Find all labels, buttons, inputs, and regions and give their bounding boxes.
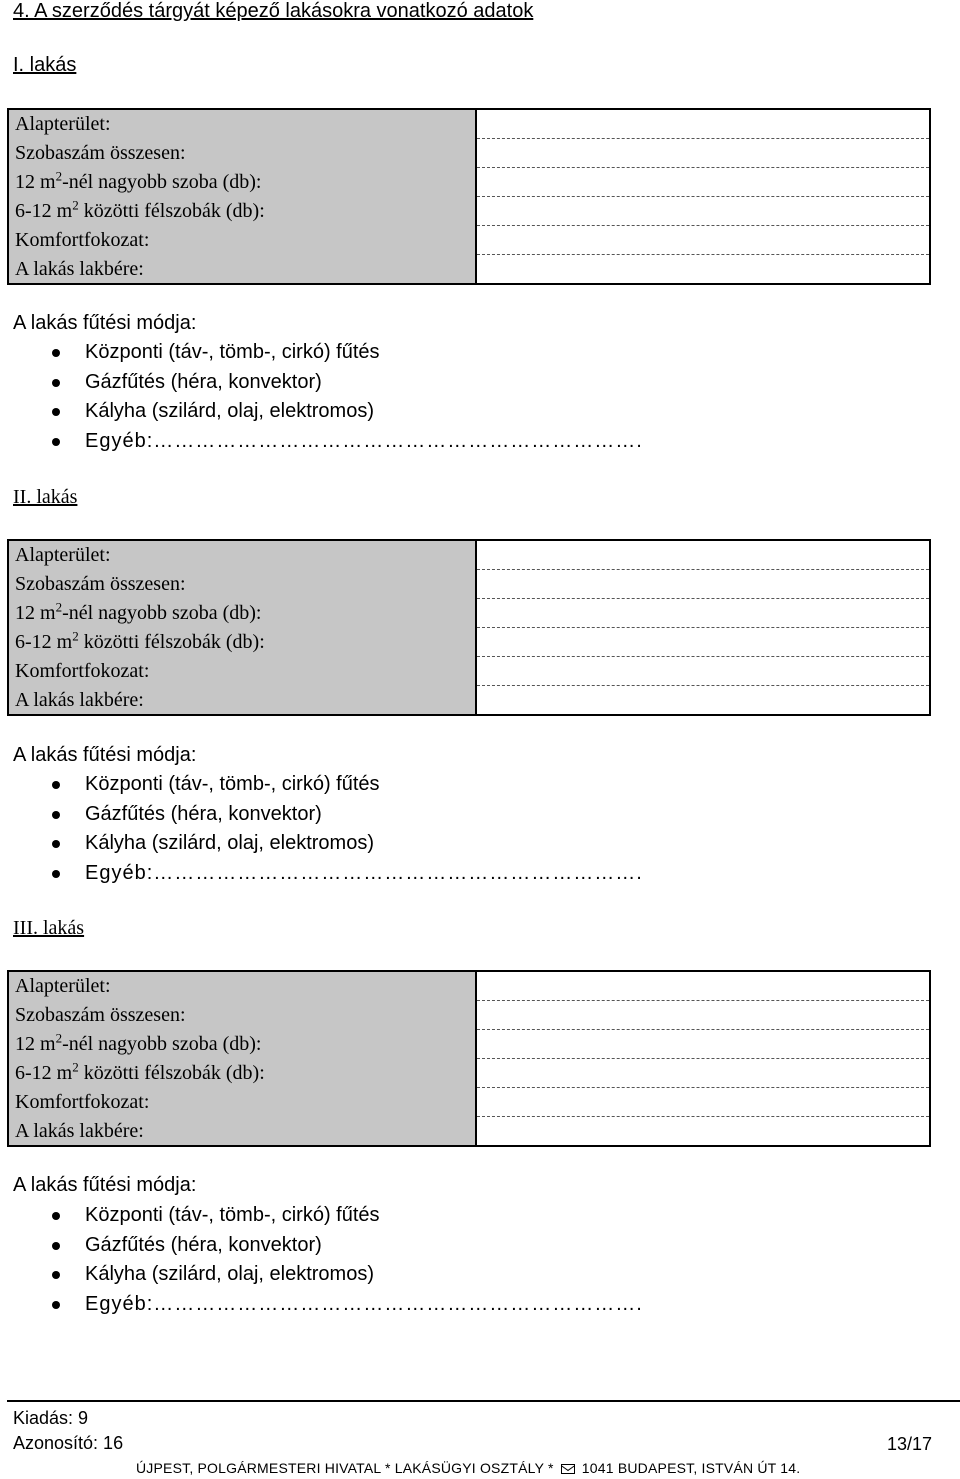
heating-title: A lakás fűtési módja:: [13, 1174, 197, 1196]
rooms-over-12-field[interactable]: [476, 1030, 930, 1059]
heating-options-list: [0, 770, 643, 888]
heating-option-stove[interactable]: Kályha (szilárd, olaj, elektromos): [0, 1260, 643, 1290]
apartment-3-form: [7, 970, 931, 1147]
rent-field[interactable]: [476, 686, 930, 716]
comfort-label: Komfortfokozat:: [8, 657, 476, 686]
heating-title: A lakás fűtési módja:: [13, 744, 197, 766]
area-label: Alapterület:: [8, 971, 476, 1001]
area-label: Alapterület:: [8, 109, 476, 139]
bullet-icon: [52, 408, 60, 416]
bullet-icon: [52, 1271, 60, 1279]
bullet-icon: [52, 1301, 60, 1309]
rent-label: A lakás lakbére:: [8, 255, 476, 285]
rooms-total-label: Szobaszám összesen:: [8, 570, 476, 599]
area-field[interactable]: [476, 971, 930, 1001]
rooms-over-12-label: 12 $m^2$-nél nagyobb szoba (db):: [8, 168, 476, 197]
heating-options-list: [0, 338, 643, 456]
heating-option-central[interactable]: Központi (táv-, tömb-, cirkó) fűtés: [0, 338, 643, 368]
address-office: ÚJPEST, POLGÁRMESTERI HIVATAL * LAKÁSÜGYI OSZTÁLY *: [136, 1460, 554, 1476]
bullet-icon: [52, 1212, 60, 1220]
apartment-1-form: [7, 108, 931, 285]
bullet-icon: [52, 870, 60, 878]
heating-option-central[interactable]: Központi (táv-, tömb-, cirkó) fűtés: [0, 1201, 643, 1231]
rent-field[interactable]: [476, 1117, 930, 1147]
rooms-over-12-field[interactable]: [476, 168, 930, 197]
heating-option-stove[interactable]: Kályha (szilárd, olaj, elektromos): [0, 397, 643, 427]
footer-identifier: Azonosító: 16: [13, 1433, 124, 1453]
apartment-3-title: III. lakás: [13, 917, 85, 939]
rooms-total-label: Szobaszám összesen:: [8, 1001, 476, 1030]
heating-option-other[interactable]: Egyéb:…………………………………………………………….: [0, 1290, 643, 1320]
half-rooms-field[interactable]: [476, 197, 930, 226]
half-rooms-label: 6-12 $m^2$ közötti félszobák (db):: [8, 628, 476, 657]
half-rooms-label: 6-12 $m^2$ közötti félszobák (db):: [8, 1059, 476, 1088]
heating-option-stove[interactable]: Kályha (szilárd, olaj, elektromos): [0, 829, 643, 859]
bullet-icon: [52, 811, 60, 819]
half-rooms-field[interactable]: [476, 628, 930, 657]
bullet-icon: [52, 781, 60, 789]
comfort-field[interactable]: [476, 1088, 930, 1117]
heating-option-other[interactable]: Egyéb:…………………………………………………………….: [0, 859, 643, 889]
heating-option-central[interactable]: Központi (táv-, tömb-, cirkó) fűtés: [0, 770, 643, 800]
apartment-2-form: [7, 539, 931, 716]
rooms-total-label: Szobaszám összesen:: [8, 139, 476, 168]
half-rooms-label: 6-12 $m^2$ közötti félszobák (db):: [8, 197, 476, 226]
comfort-field[interactable]: [476, 657, 930, 686]
footer-edition: Kiadás: 9: [13, 1408, 89, 1428]
heating-option-gas[interactable]: Gázfűtés (héra, konvektor): [0, 1231, 643, 1261]
envelope-icon: [561, 1464, 575, 1474]
rooms-total-field[interactable]: [476, 570, 930, 599]
rent-field[interactable]: [476, 255, 930, 285]
apartment-1-title: I. lakás: [13, 54, 77, 76]
bullet-icon: [52, 379, 60, 387]
footer-divider: [7, 1400, 960, 1402]
rooms-over-12-label: 12 $m^2$-nél nagyobb szoba (db):: [8, 1030, 476, 1059]
rooms-total-field[interactable]: [476, 139, 930, 168]
area-field[interactable]: [476, 540, 930, 570]
apartment-2-title: II. lakás: [13, 486, 78, 508]
comfort-field[interactable]: [476, 226, 930, 255]
half-rooms-field[interactable]: [476, 1059, 930, 1088]
bullet-icon: [52, 840, 60, 848]
comfort-label: Komfortfokozat:: [8, 226, 476, 255]
heating-options-list: [0, 1201, 643, 1319]
area-label: Alapterület:: [8, 540, 476, 570]
rooms-total-field[interactable]: [476, 1001, 930, 1030]
rooms-over-12-label: 12 $m^2$-nél nagyobb szoba (db):: [8, 599, 476, 628]
page-number: 13/17: [886, 1434, 932, 1454]
address-street: 1041 BUDAPEST, ISTVÁN ÚT 14.: [581, 1460, 801, 1476]
rooms-over-12-field[interactable]: [476, 599, 930, 628]
heating-option-gas[interactable]: Gázfűtés (héra, konvektor): [0, 368, 643, 398]
bullet-icon: [52, 1242, 60, 1250]
area-field[interactable]: [476, 109, 930, 139]
footer-address: [136, 1460, 800, 1476]
comfort-label: Komfortfokozat:: [8, 1088, 476, 1117]
bullet-icon: [52, 349, 60, 357]
section-title: 4. A szerződés tárgyát képező lakásokra vonatkozó adatok: [13, 0, 534, 22]
rent-label: A lakás lakbére:: [8, 1117, 476, 1147]
bullet-icon: [52, 438, 60, 446]
rent-label: A lakás lakbére:: [8, 686, 476, 716]
heating-title: A lakás fűtési módja:: [13, 312, 197, 334]
heating-option-gas[interactable]: Gázfűtés (héra, konvektor): [0, 800, 643, 830]
heating-option-other[interactable]: Egyéb:…………………………………………………………….: [0, 427, 643, 457]
